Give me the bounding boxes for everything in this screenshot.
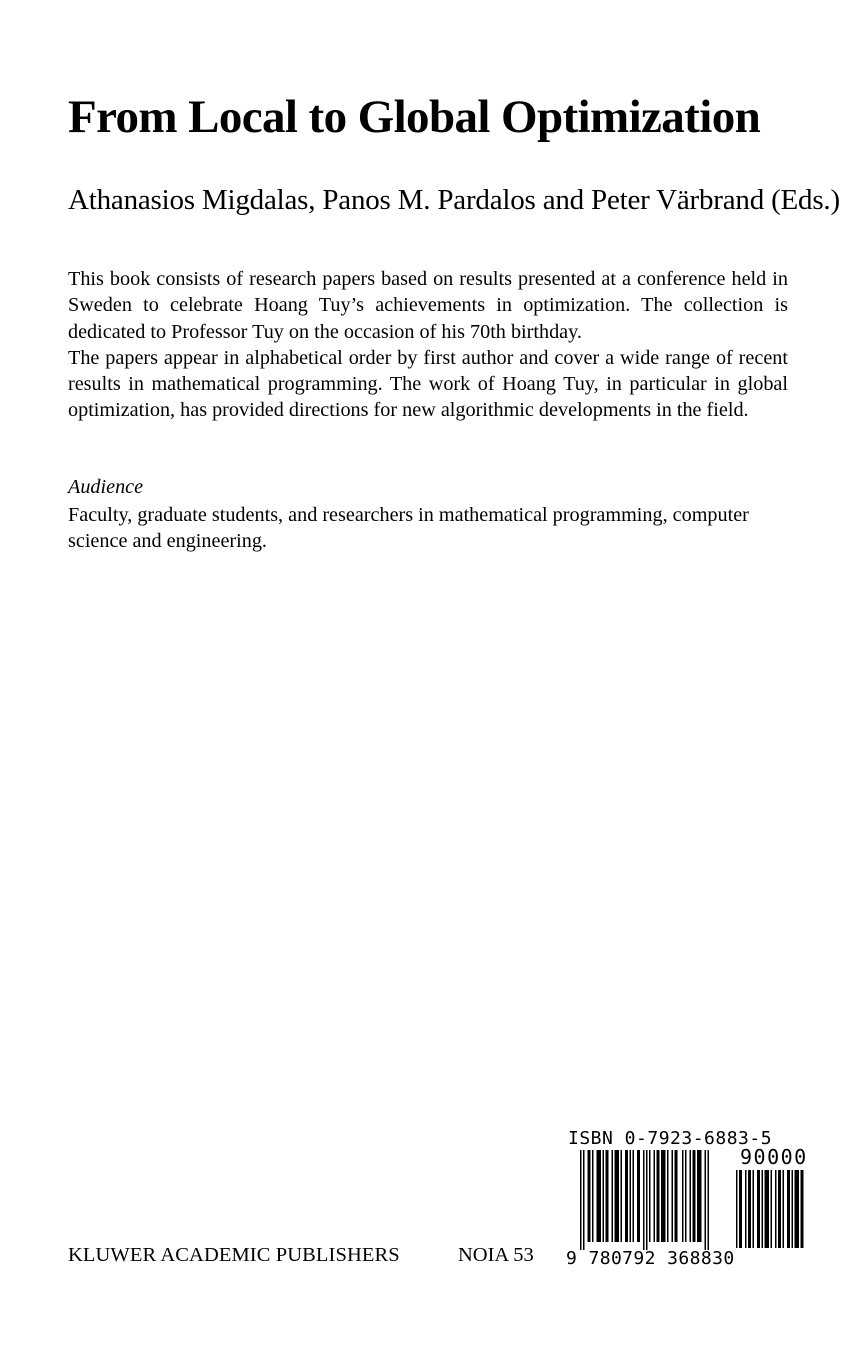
barcode-bar	[765, 1170, 770, 1248]
addon-digits: 90000	[740, 1145, 808, 1169]
barcode-bar	[787, 1170, 790, 1248]
editors-line: Athanasios Migdalas, Panos M. Pardalos and Peter Värbrand (Eds.)	[68, 184, 840, 216]
audience-heading: Audience	[68, 476, 144, 498]
isbn-label: ISBN 0-7923-6883-5	[568, 1128, 773, 1149]
description-paragraph: The papers appear in alphabetical order by first author and cover a wide range of recent results in mathematical programming. The work of Hoang Tuy, in particular in global optimization, has provided directions for new algorithmic developments in the field.	[68, 346, 788, 422]
addon-barcode-bars	[736, 1170, 812, 1250]
barcode-bar	[625, 1150, 628, 1242]
barcode-bar	[690, 1150, 692, 1242]
barcode-bar	[597, 1150, 602, 1242]
barcode-bar	[646, 1150, 648, 1250]
barcode-bar	[745, 1170, 747, 1248]
barcode-bar	[708, 1150, 710, 1250]
barcode-bar	[667, 1150, 669, 1242]
barcode-bar	[649, 1150, 651, 1242]
barcode-bar	[792, 1170, 794, 1248]
barcode-bar	[612, 1150, 614, 1242]
barcode-bar	[630, 1150, 632, 1242]
barcode-bar	[705, 1150, 707, 1250]
barcode-bar	[615, 1150, 620, 1242]
barcode-bar	[643, 1150, 645, 1250]
barcode-bar	[771, 1170, 773, 1248]
barcode-bar	[592, 1150, 594, 1242]
description-paragraph: This book consists of research papers based on results presented at a conference held in Sweden to celebrate Hoang Tuy’s achievements in optimization. The collection is dedicated to Professor Tuy on the occasion of his 70th birthday.	[68, 268, 788, 343]
barcode-bar	[606, 1150, 609, 1242]
barcode-bar	[693, 1150, 696, 1242]
book-description	[68, 266, 788, 424]
barcode-bar	[795, 1170, 800, 1248]
barcode-bar	[588, 1150, 591, 1242]
barcode-bar	[580, 1150, 582, 1250]
series-label: NOIA 53	[458, 1244, 534, 1266]
barcode-bar	[661, 1150, 666, 1242]
barcode-bar	[603, 1150, 605, 1242]
barcode-bar	[685, 1150, 687, 1242]
publisher-name: KLUWER ACADEMIC PUBLISHERS	[68, 1244, 400, 1266]
barcode	[560, 1128, 812, 1274]
barcode-bar	[739, 1170, 742, 1248]
barcode-bar	[757, 1170, 760, 1248]
barcode-bar	[657, 1150, 660, 1242]
barcode-bar	[778, 1170, 781, 1248]
barcode-bar	[637, 1150, 640, 1242]
barcode-bar	[654, 1150, 656, 1242]
barcode-bar	[762, 1170, 764, 1248]
barcode-bar	[633, 1150, 635, 1242]
barcode-bar	[697, 1150, 702, 1242]
barcode-bar	[783, 1170, 785, 1248]
barcode-bar	[753, 1170, 755, 1248]
ean-digits: 9 780792 368830	[566, 1248, 735, 1269]
book-title: From Local to Global Optimization	[68, 91, 761, 143]
barcode-bar	[801, 1170, 804, 1248]
barcode-bar	[672, 1150, 674, 1242]
audience-text: Faculty, graduate students, and researchers in mathematical programming, computer science and engineering.	[68, 504, 749, 553]
ean-barcode-bars	[580, 1150, 726, 1250]
barcode-bar	[736, 1170, 738, 1248]
barcode-bar	[675, 1150, 678, 1242]
barcode-bar	[583, 1150, 585, 1250]
barcode-bar	[775, 1170, 777, 1248]
barcode-bar	[621, 1150, 623, 1242]
barcode-bar	[682, 1150, 684, 1242]
barcode-bar	[748, 1170, 751, 1248]
